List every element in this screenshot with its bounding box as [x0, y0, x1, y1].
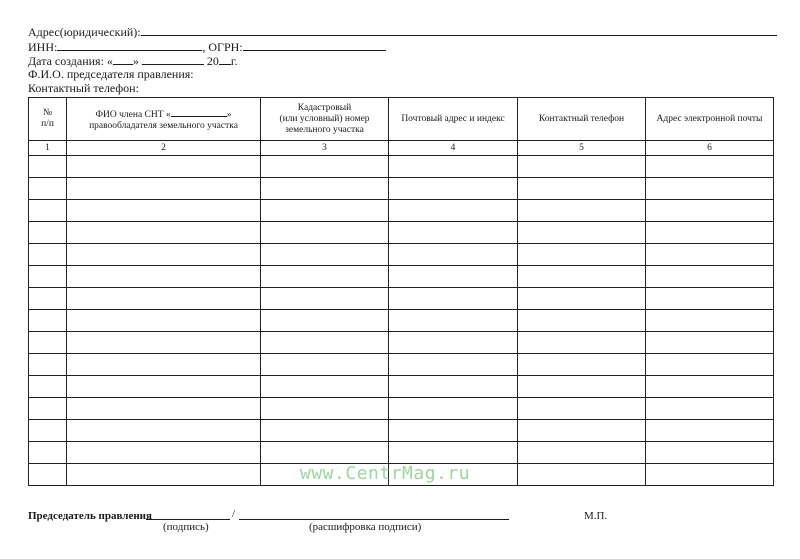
- table-cell[interactable]: [67, 442, 261, 464]
- table-cell[interactable]: [67, 266, 261, 288]
- table-cell[interactable]: [389, 156, 518, 178]
- address-label: Адрес(юридический):: [28, 25, 141, 39]
- column-number-row: [29, 141, 774, 156]
- table-cell[interactable]: [389, 420, 518, 442]
- table-cell[interactable]: [389, 200, 518, 222]
- table-cell[interactable]: [389, 178, 518, 200]
- table-cell[interactable]: [261, 398, 389, 420]
- table-row: [29, 376, 774, 398]
- table-row: [29, 200, 774, 222]
- col-header-member-name: ФИО члена СНТ « » правообладателя земельного участка: [67, 98, 261, 141]
- table-cell[interactable]: [67, 222, 261, 244]
- date-year-prefix: 20: [206, 54, 219, 68]
- date-day-field[interactable]: [113, 53, 133, 65]
- ogrn-field[interactable]: [243, 39, 386, 51]
- table-row: [29, 244, 774, 266]
- table-cell[interactable]: [29, 244, 67, 266]
- table-cell[interactable]: [29, 398, 67, 420]
- table-cell[interactable]: [518, 376, 646, 398]
- column-number: 4: [389, 141, 518, 156]
- chairman-name-label: Ф.И.О. председателя правления:: [28, 67, 194, 81]
- table-cell[interactable]: [646, 222, 774, 244]
- signature-caption: (подпись): [163, 521, 209, 533]
- inn-field[interactable]: [57, 39, 202, 51]
- column-number: 3: [261, 141, 389, 156]
- table-cell[interactable]: [29, 376, 67, 398]
- table-cell[interactable]: [518, 332, 646, 354]
- column-number: 5: [518, 141, 646, 156]
- table-row: [29, 266, 774, 288]
- table-cell[interactable]: [389, 310, 518, 332]
- table-cell[interactable]: [261, 200, 389, 222]
- table-cell[interactable]: [29, 288, 67, 310]
- watermark: www.CentrMag.ru: [300, 463, 471, 484]
- date-year-suffix: г.: [230, 54, 238, 68]
- contact-phone-line: [28, 81, 139, 95]
- table-cell[interactable]: [261, 222, 389, 244]
- table-cell[interactable]: [29, 354, 67, 376]
- table-cell[interactable]: [261, 442, 389, 464]
- date-quote-close: »: [132, 54, 139, 68]
- table-cell[interactable]: [261, 156, 389, 178]
- signature-decode-field[interactable]: [239, 519, 509, 520]
- table-cell[interactable]: [518, 200, 646, 222]
- table-cell[interactable]: [67, 332, 261, 354]
- table-cell[interactable]: [389, 244, 518, 266]
- ogrn-label: , ОГРН:: [202, 40, 243, 54]
- table-row: [29, 442, 774, 464]
- inn-label: ИНН:: [28, 40, 58, 54]
- table-cell[interactable]: [29, 222, 67, 244]
- table-cell[interactable]: [389, 266, 518, 288]
- table-cell[interactable]: [29, 266, 67, 288]
- table-row: [29, 354, 774, 376]
- snt-name-field[interactable]: [171, 107, 227, 117]
- table-cell[interactable]: [29, 310, 67, 332]
- table-row: [29, 310, 774, 332]
- table-cell[interactable]: [518, 442, 646, 464]
- table-cell[interactable]: [67, 310, 261, 332]
- col-header-email: Адрес электронной почты: [646, 98, 774, 141]
- table-cell[interactable]: [261, 310, 389, 332]
- table-cell[interactable]: [261, 266, 389, 288]
- table-cell[interactable]: [29, 442, 67, 464]
- table-cell[interactable]: [389, 398, 518, 420]
- table-cell[interactable]: [389, 376, 518, 398]
- table-cell[interactable]: [518, 266, 646, 288]
- table-cell[interactable]: [646, 354, 774, 376]
- table-cell[interactable]: [518, 464, 646, 486]
- table-cell[interactable]: [518, 222, 646, 244]
- table-cell[interactable]: [518, 244, 646, 266]
- table-cell[interactable]: [29, 332, 67, 354]
- table-header-row: [29, 98, 774, 141]
- chairman-signature-label: Председатель правления: [28, 510, 152, 522]
- chairman-name-line: [28, 67, 194, 81]
- table-cell[interactable]: [29, 178, 67, 200]
- table-cell[interactable]: [67, 244, 261, 266]
- table-cell[interactable]: [29, 420, 67, 442]
- table-row: [29, 156, 774, 178]
- table-cell[interactable]: [646, 376, 774, 398]
- table-cell[interactable]: [518, 156, 646, 178]
- creation-date-line: [28, 53, 237, 68]
- table-cell[interactable]: [518, 288, 646, 310]
- table-cell[interactable]: [389, 354, 518, 376]
- table-cell[interactable]: [29, 200, 67, 222]
- col-header-postal-address: Почтовый адрес и индекс: [389, 98, 518, 141]
- address-line: [28, 24, 777, 39]
- signature-decode-caption: (расшифровка подписи): [309, 521, 422, 533]
- table-cell[interactable]: [518, 354, 646, 376]
- col-header-contact-phone: Контактный телефон: [518, 98, 646, 141]
- table-cell[interactable]: [67, 354, 261, 376]
- table-row: [29, 222, 774, 244]
- table-cell[interactable]: [29, 156, 67, 178]
- table-cell[interactable]: [646, 266, 774, 288]
- stamp-place-label: М.П.: [584, 510, 608, 522]
- table-cell[interactable]: [67, 420, 261, 442]
- table-cell[interactable]: [67, 464, 261, 486]
- inn-ogrn-line: [28, 39, 386, 54]
- table-cell[interactable]: [646, 420, 774, 442]
- table-cell[interactable]: [646, 200, 774, 222]
- table-cell[interactable]: [646, 398, 774, 420]
- table-cell[interactable]: [261, 332, 389, 354]
- table-cell[interactable]: [646, 244, 774, 266]
- table-cell[interactable]: [261, 354, 389, 376]
- table-row: [29, 332, 774, 354]
- table-cell[interactable]: [261, 244, 389, 266]
- table-cell[interactable]: [646, 178, 774, 200]
- col-header-cadastral-number: Кадастровый (или условный) номер земельного участка: [261, 98, 389, 141]
- date-label: Дата создания: «: [28, 54, 113, 68]
- table-cell[interactable]: [518, 310, 646, 332]
- column-number: 2: [67, 141, 261, 156]
- table-cell[interactable]: [67, 288, 261, 310]
- signature-field[interactable]: [146, 519, 230, 520]
- table-cell[interactable]: [646, 464, 774, 486]
- table-cell[interactable]: [518, 420, 646, 442]
- table-cell[interactable]: [261, 288, 389, 310]
- table-cell[interactable]: [389, 442, 518, 464]
- table-cell[interactable]: [67, 156, 261, 178]
- table-cell[interactable]: [67, 200, 261, 222]
- table-cell[interactable]: [518, 398, 646, 420]
- table-cell[interactable]: [67, 178, 261, 200]
- table-cell[interactable]: [261, 420, 389, 442]
- date-year-field[interactable]: [219, 53, 231, 65]
- contact-phone-label: Контактный телефон:: [28, 81, 139, 95]
- table-row: [29, 398, 774, 420]
- table-cell[interactable]: [261, 178, 389, 200]
- table-cell[interactable]: [261, 376, 389, 398]
- table-cell[interactable]: [646, 332, 774, 354]
- address-field[interactable]: [141, 24, 777, 36]
- column-number: 6: [646, 141, 774, 156]
- table-row: [29, 178, 774, 200]
- table-cell[interactable]: [67, 398, 261, 420]
- signature-separator: /: [232, 508, 236, 520]
- date-month-field[interactable]: [142, 53, 204, 65]
- table-cell[interactable]: [67, 376, 261, 398]
- table-cell[interactable]: [646, 156, 774, 178]
- table-cell[interactable]: [389, 332, 518, 354]
- table-row: [29, 420, 774, 442]
- table-cell[interactable]: [389, 288, 518, 310]
- table-cell[interactable]: [518, 178, 646, 200]
- table-cell[interactable]: [646, 442, 774, 464]
- col-header-number: № п/п: [29, 98, 67, 141]
- table-cell[interactable]: [29, 464, 67, 486]
- table-cell[interactable]: [389, 222, 518, 244]
- table-row: [29, 288, 774, 310]
- table-cell[interactable]: [646, 288, 774, 310]
- column-number: 1: [29, 141, 67, 156]
- table-cell[interactable]: [646, 310, 774, 332]
- members-register-table: [28, 97, 774, 486]
